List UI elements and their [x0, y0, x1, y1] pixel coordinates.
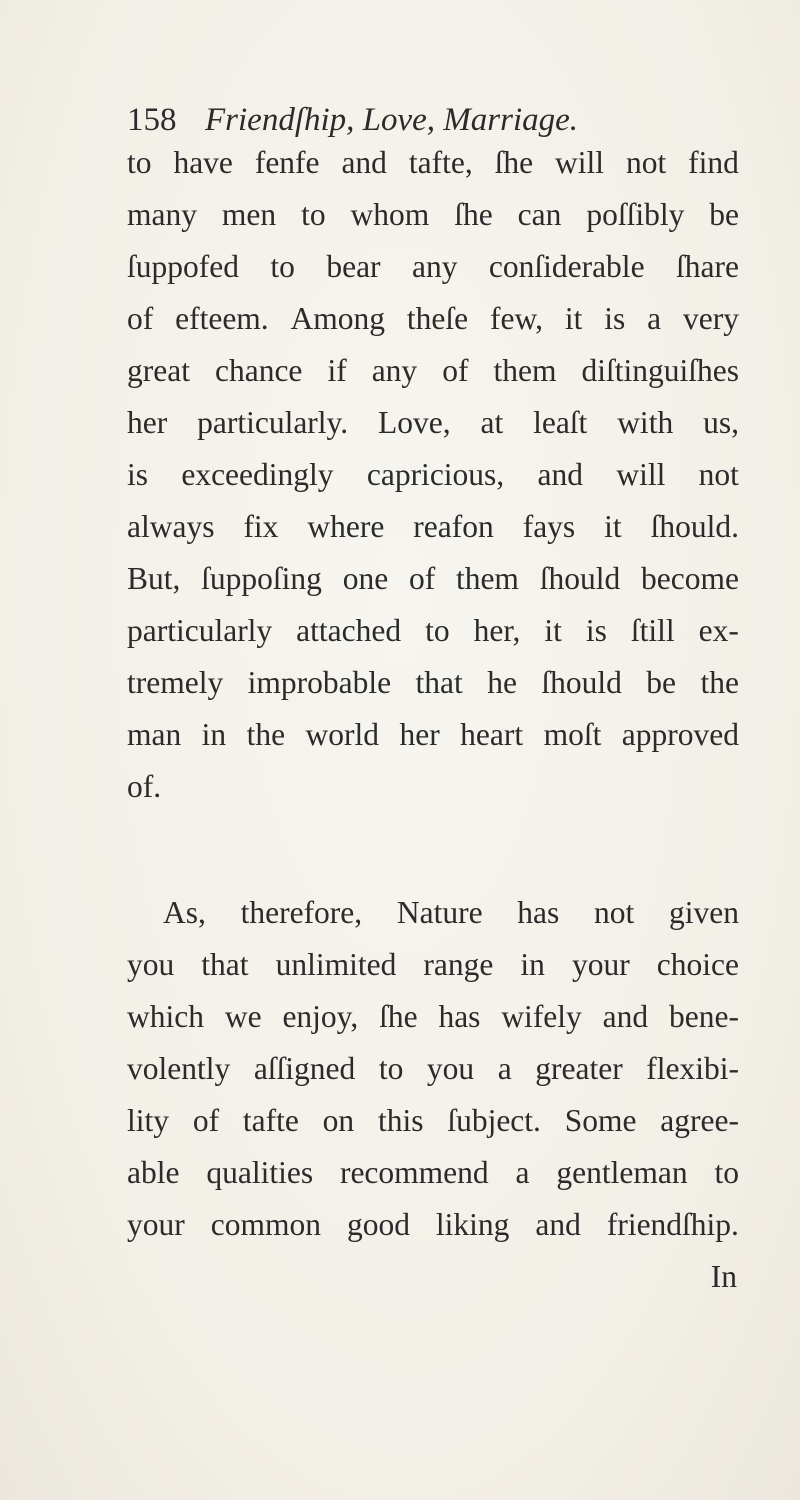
- text-line: tremely improbable that he ſhould be the: [127, 665, 739, 700]
- text-line: to have fenfe and tafte, ſhe will not find: [127, 145, 739, 180]
- text-line: But, ſuppoſing one of them ſhould become: [127, 561, 739, 596]
- text-line: volently aſſigned to you a greater flexibi-: [127, 1051, 739, 1086]
- text-line: always fix where reafon fays it ſhould.: [127, 509, 739, 544]
- text-line: man in the world her heart moſt approved: [127, 717, 739, 752]
- paragraph-1: [127, 137, 739, 813]
- running-title: Friendſhip, Love, Marriage.: [205, 102, 579, 138]
- running-head: [127, 100, 687, 140]
- text-line: her particularly. Love, at leaſt with us,: [127, 405, 739, 440]
- text-line: many men to whom ſhe can poſſibly be: [127, 197, 739, 232]
- text-line: your common good liking and friendſhip.: [127, 1207, 739, 1242]
- page-number: 158: [127, 102, 177, 138]
- text-line-indented: As, therefore, Nature has not given: [163, 895, 739, 930]
- text-line: particularly attached to her, it is ſtill ex-: [127, 613, 739, 648]
- text-line: ſuppofed to bear any conſiderable ſhare: [127, 249, 739, 284]
- text-line: great chance if any of them diſtinguiſhes: [127, 353, 739, 388]
- text-line: of efteem. Among theſe few, it is a very: [127, 301, 739, 336]
- text-line: lity of tafte on this ſubject. Some agree-: [127, 1103, 739, 1138]
- text-line: which we enjoy, ſhe has wifely and bene-: [127, 999, 739, 1034]
- text-line: is exceedingly capricious, and will not: [127, 457, 739, 492]
- text-line-last: of.: [127, 769, 162, 804]
- text-line: able qualities recommend a gentleman to: [127, 1155, 739, 1190]
- body-text: [127, 137, 739, 1303]
- paragraph-2: [127, 887, 739, 1251]
- text-line: you that unlimited range in your choice: [127, 947, 739, 982]
- paragraph-gap: [127, 813, 739, 887]
- catchword: In: [710, 1259, 737, 1294]
- catchword-row: [127, 1251, 739, 1303]
